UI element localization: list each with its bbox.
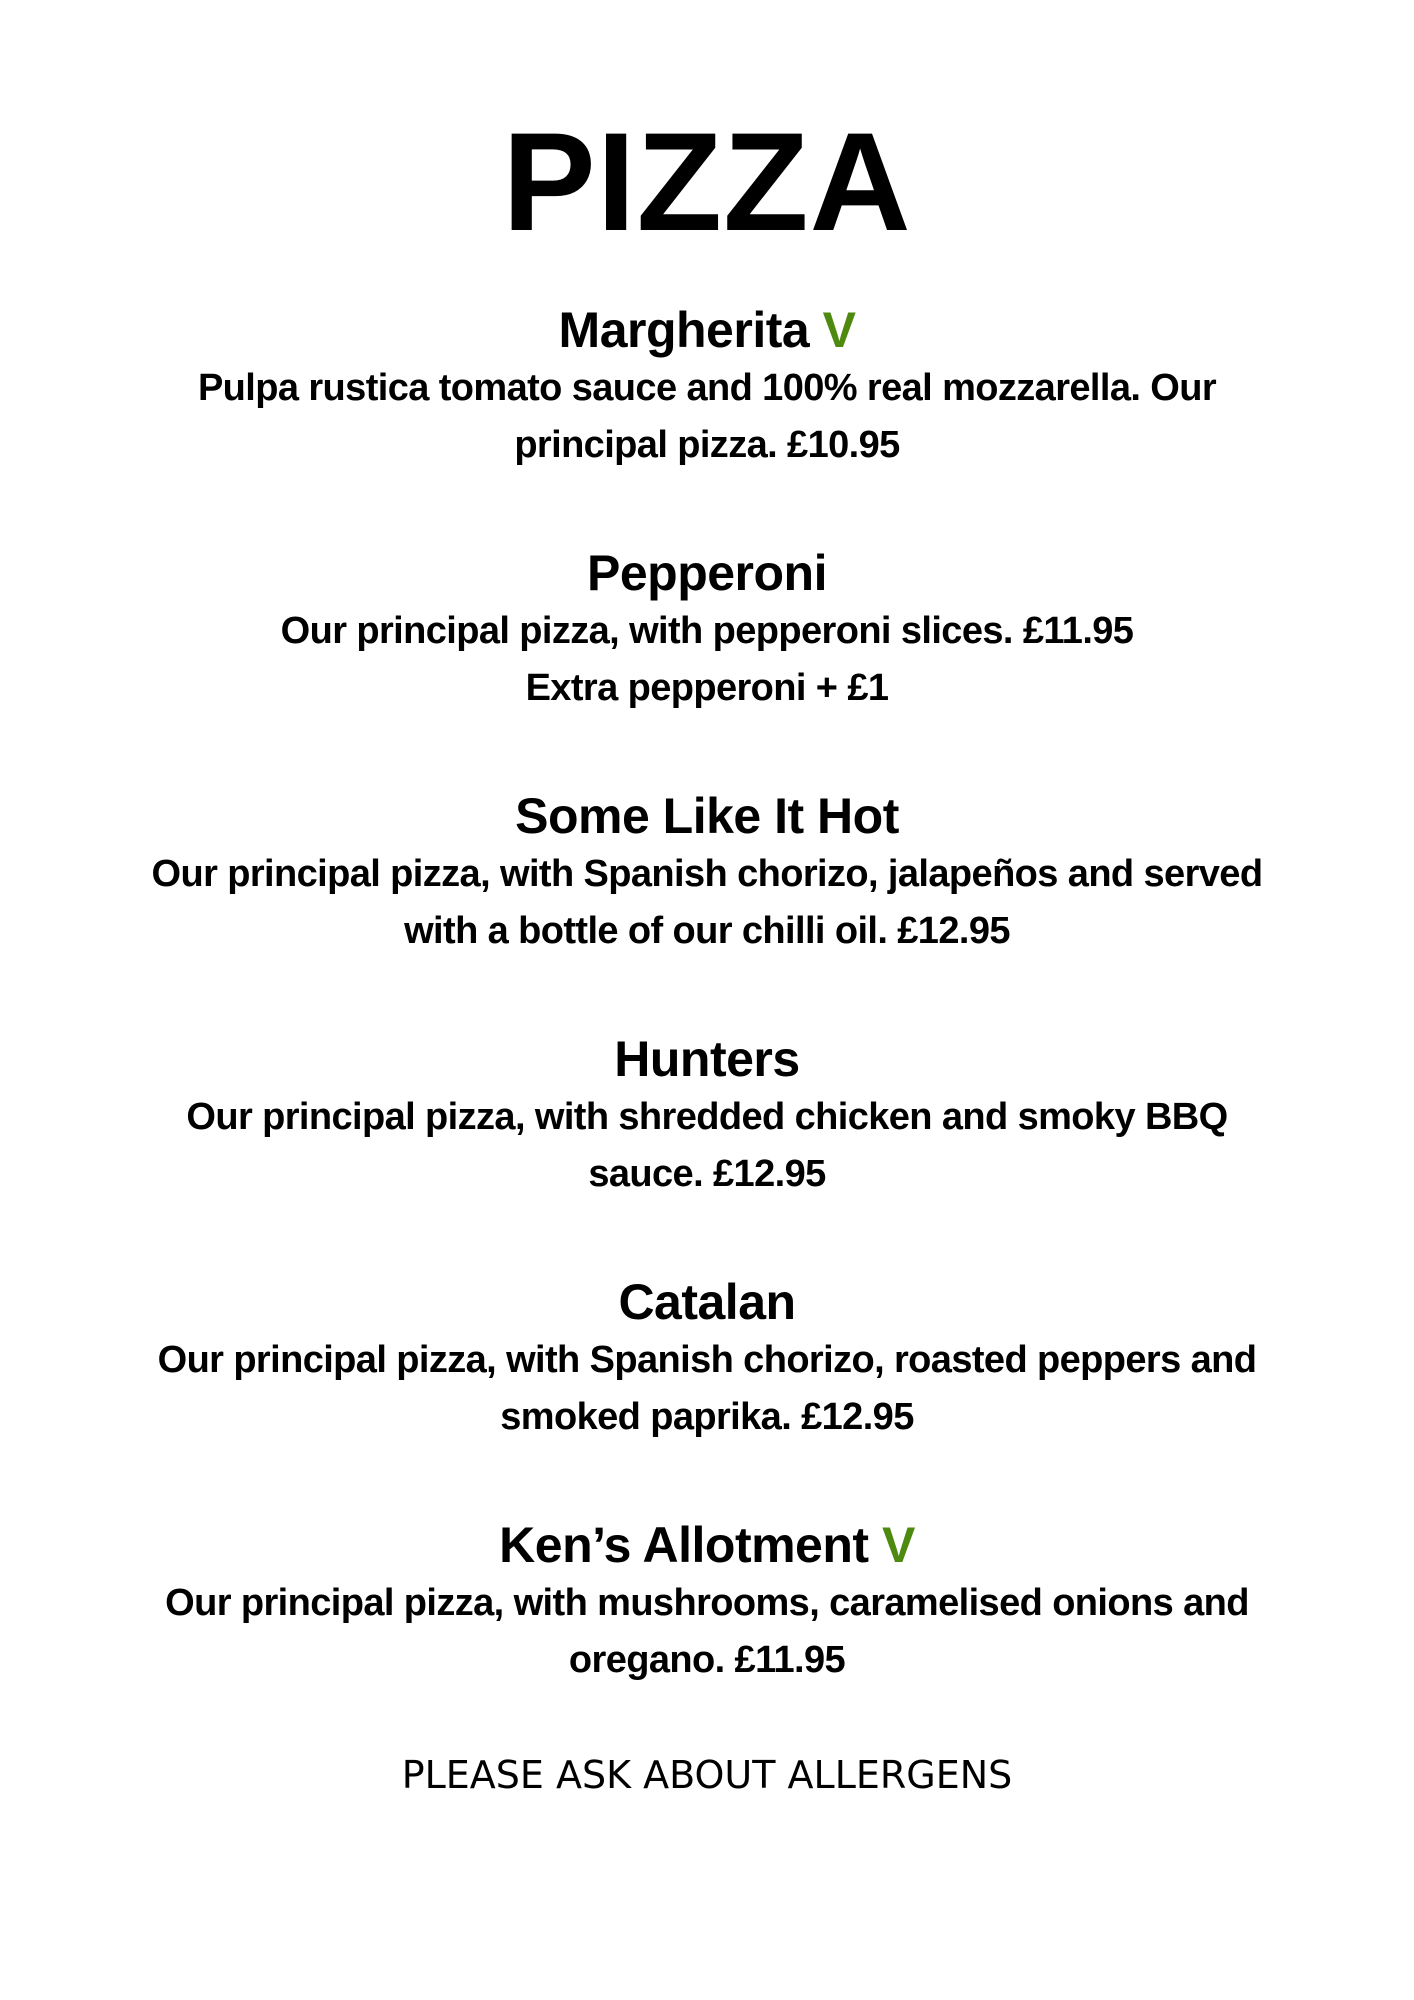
description-line: Our principal pizza, with mushrooms, caramelised onions and [165, 1582, 1249, 1624]
description-line: Our principal pizza, with Spanish chorizo, jalapeños and served [151, 853, 1263, 895]
item-description [0, 1089, 1414, 1203]
item-description [0, 360, 1414, 474]
item-description [0, 603, 1414, 717]
description-line: sauce. £12.95 [588, 1153, 826, 1195]
description-line: smoked paprika. £12.95 [500, 1396, 914, 1438]
item-description [0, 846, 1414, 960]
item-name-text: Margherita [558, 302, 810, 358]
item-name-text: Hunters [614, 1031, 800, 1087]
menu-item-some-like-it-hot [0, 786, 1414, 960]
allergen-notice: PLEASE ASK ABOUT ALLERGENS [401, 1753, 1013, 1797]
description-line: with a bottle of our chilli oil. £12.95 [404, 910, 1010, 952]
item-name [0, 1515, 1414, 1575]
item-name-text: Pepperoni [587, 545, 827, 601]
description-line: Our principal pizza, with pepperoni slices. £11.95 [280, 610, 1134, 652]
item-name [0, 300, 1414, 360]
item-name [0, 1272, 1414, 1332]
item-name [0, 786, 1414, 846]
item-description [0, 1332, 1414, 1446]
menu-item-margherita [0, 300, 1414, 474]
menu-title: PIZZA [502, 103, 912, 260]
menu-item-hunters [0, 1029, 1414, 1203]
description-line: oregano. £11.95 [568, 1639, 846, 1681]
vegetarian-badge: V [822, 302, 856, 358]
description-line: Pulpa rustica tomato sauce and 100% real mozzarella. Our [197, 367, 1217, 409]
description-line: Our principal pizza, with shredded chicken and smoky BBQ [186, 1096, 1228, 1138]
item-name [0, 543, 1414, 603]
vegetarian-badge: V [881, 1517, 915, 1573]
item-description [0, 1575, 1414, 1689]
extra-option: Extra pepperoni + £1 [525, 667, 889, 709]
menu-item-kens-allotment [0, 1515, 1414, 1689]
description-line: principal pizza. £10.95 [514, 424, 900, 466]
item-name-text: Ken’s Allotment [499, 1517, 869, 1573]
menu-item-pepperoni [0, 543, 1414, 717]
item-name-text: Catalan [618, 1274, 796, 1330]
menu-item-catalan [0, 1272, 1414, 1446]
item-name-text: Some Like It Hot [515, 788, 899, 844]
item-name [0, 1029, 1414, 1089]
description-line: Our principal pizza, with Spanish chorizo, roasted peppers and [157, 1339, 1257, 1381]
